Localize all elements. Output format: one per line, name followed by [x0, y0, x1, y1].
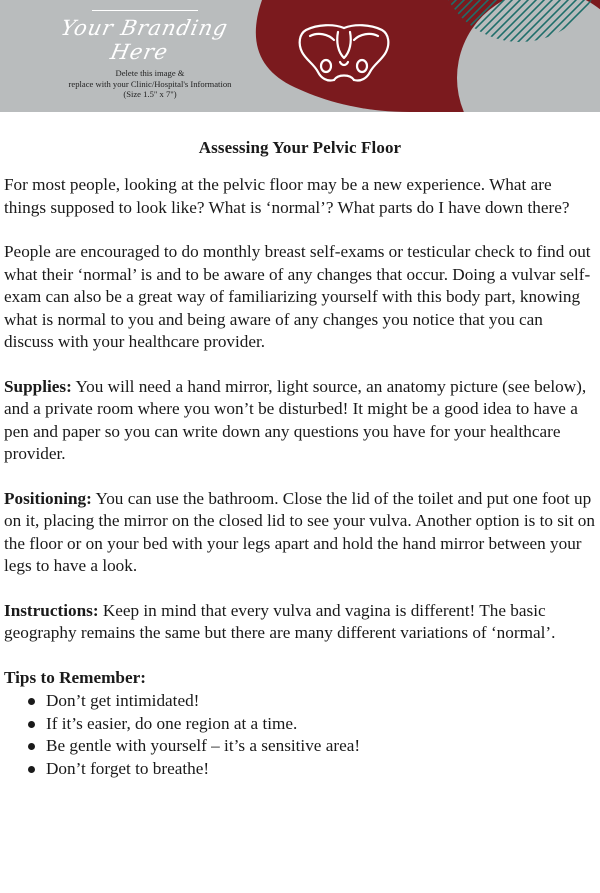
positioning-text: You can use the bathroom. Close the lid of the toilet and put one foot up on it, placing the mirror on the closed lid to see your vulva. Another option is to sit on the floor or on your bed with your legs apart and hold the hand mirror between your legs to have a look.	[4, 488, 595, 575]
caption-line: (Size 1.5" x 7")	[123, 89, 177, 99]
supplies-paragraph	[4, 376, 596, 466]
list-item	[26, 758, 596, 781]
tip-text: Don’t forget to breathe!	[46, 758, 210, 778]
brand-placeholder-text: Your Branding Here	[58, 16, 231, 64]
tip-text: If it’s easier, do one region at a time.	[46, 713, 298, 733]
supplies-label: Supplies:	[4, 376, 72, 396]
page-title: Assessing Your Pelvic Floor	[198, 138, 402, 157]
list-item	[26, 713, 596, 736]
positioning-label: Positioning:	[4, 488, 92, 508]
brand-caption	[22, 68, 278, 100]
instructions-label: Instructions:	[4, 600, 99, 620]
positioning-paragraph	[4, 488, 596, 578]
bullet-icon	[28, 721, 35, 728]
list-item	[26, 735, 596, 758]
bullet-icon	[28, 766, 35, 773]
caption-line: Delete this image &	[115, 68, 185, 78]
tips-heading: Tips to Remember:	[4, 667, 146, 687]
bullet-icon	[28, 743, 35, 750]
tip-text: Don’t get intimidated!	[46, 691, 200, 710]
intro-paragraph: For most people, looking at the pelvic floor may be a new experience. What are things supposed to look like? What is ‘normal’? What parts do I have down there?	[4, 175, 570, 217]
encourage-paragraph: People are encouraged to do monthly breast self-exams or testicular check to find out what their ‘normal’ is and to be aware of any changes that occur. Doing a vulvar self-exam can also be a great way of familiarizing yourself with this body part, knowing what is normal to you and being aware of any changes you notice that you can discuss with your healthcare provider.	[4, 242, 591, 351]
bullet-icon	[28, 698, 35, 705]
tip-text: Be gentle with yourself – it’s a sensitive area!	[46, 736, 361, 755]
supplies-text: You will need a hand mirror, light source, an anatomy picture (see below), and a private room where you won’t be disturbed! It might be a good idea to have a pen and paper so you can write down any questions you have for your healthcare provider.	[4, 376, 587, 463]
document-body	[0, 138, 600, 780]
list-item	[26, 690, 596, 713]
instructions-text: Keep in mind that every vulva and vagina is different! The basic geography remains the same but there are many different variations of ‘normal’.	[4, 600, 556, 642]
tips-list	[4, 690, 596, 780]
brand-top-line	[92, 10, 198, 11]
caption-line: replace with your Clinic/Hospital's Information	[68, 78, 232, 89]
pelvis-icon	[296, 22, 392, 86]
instructions-paragraph	[4, 600, 596, 645]
branding-banner	[0, 0, 600, 112]
